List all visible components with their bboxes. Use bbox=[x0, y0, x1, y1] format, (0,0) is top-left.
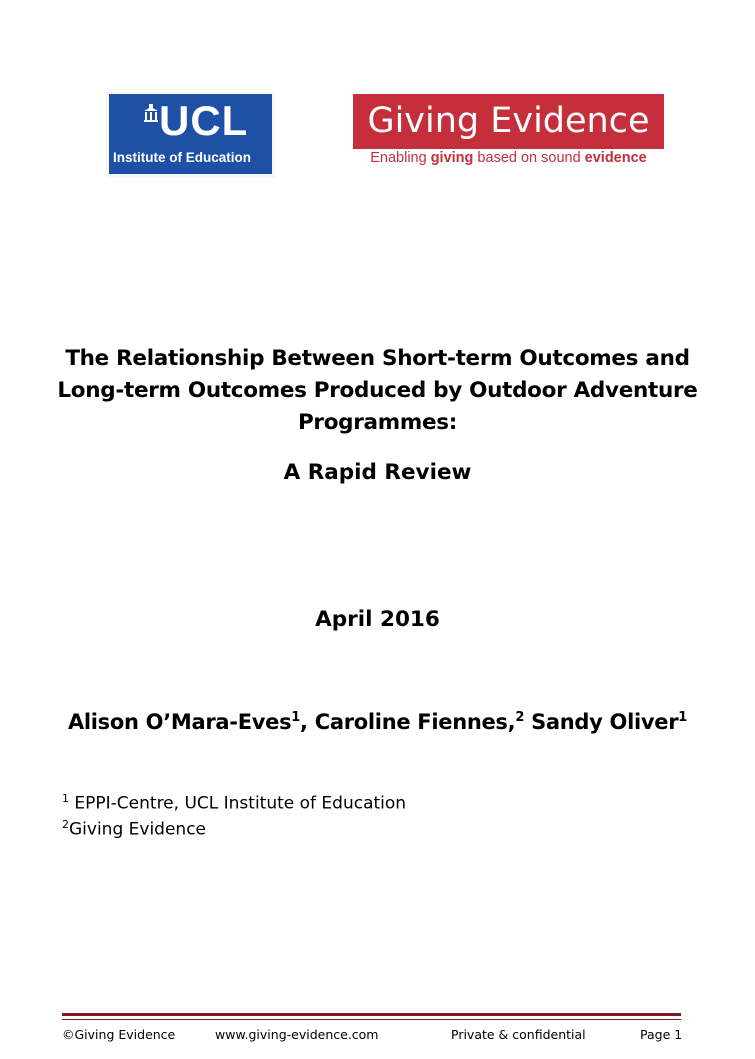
footer-website: www.giving-evidence.com bbox=[215, 1027, 379, 1042]
title-line: Programmes: bbox=[297, 410, 458, 435]
tagline-part: Enabling bbox=[370, 150, 431, 166]
ucl-subtitle: Institute of Education bbox=[113, 150, 251, 165]
document-title bbox=[40, 343, 715, 439]
footer-page-number: Page 1 bbox=[640, 1027, 683, 1042]
footer-rule bbox=[62, 1013, 681, 1016]
tagline-emphasis-giving: giving bbox=[430, 150, 474, 166]
document-date: April 2016 bbox=[315, 607, 440, 632]
author-affiliation-marker: 1 bbox=[291, 710, 301, 725]
author-name: , Caroline Fiennes, bbox=[300, 710, 516, 734]
title-line: The Relationship Between Short-term Outcomes and bbox=[65, 346, 690, 371]
document-subtitle: A Rapid Review bbox=[283, 460, 472, 485]
ucl-wordmark: UCL bbox=[159, 97, 249, 144]
affiliation-marker: 1 bbox=[62, 792, 69, 805]
footer-copyright: ©Giving Evidence bbox=[62, 1027, 176, 1042]
ucl-logo-background bbox=[109, 94, 272, 174]
author-affiliation-marker: 2 bbox=[515, 710, 525, 725]
affiliation-item bbox=[62, 788, 406, 815]
author-name: Alison O’Mara-Eves bbox=[67, 710, 292, 734]
ucl-logo bbox=[106, 92, 275, 178]
authors-line bbox=[40, 703, 715, 737]
affiliation-marker: 2 bbox=[62, 818, 69, 831]
giving-evidence-tagline bbox=[353, 150, 664, 166]
tagline-emphasis-evidence: evidence bbox=[584, 150, 647, 166]
affiliation-text: EPPI-Centre, UCL Institute of Education bbox=[69, 793, 407, 814]
giving-evidence-title: Giving Evidence bbox=[367, 101, 650, 141]
footer-rule-thin bbox=[62, 1019, 681, 1020]
author-affiliation-marker: 1 bbox=[678, 710, 688, 725]
author-name: Sandy Oliver bbox=[524, 710, 679, 734]
giving-evidence-logo bbox=[353, 94, 664, 149]
affiliation-text: Giving Evidence bbox=[69, 819, 207, 840]
tagline-part: based on sound bbox=[473, 150, 585, 166]
footer-confidential: Private & confidential bbox=[451, 1027, 586, 1042]
affiliation-item bbox=[62, 814, 206, 841]
title-line: Long-term Outcomes Produced by Outdoor Adventure bbox=[57, 378, 698, 403]
ucl-portico-icon bbox=[143, 104, 159, 122]
